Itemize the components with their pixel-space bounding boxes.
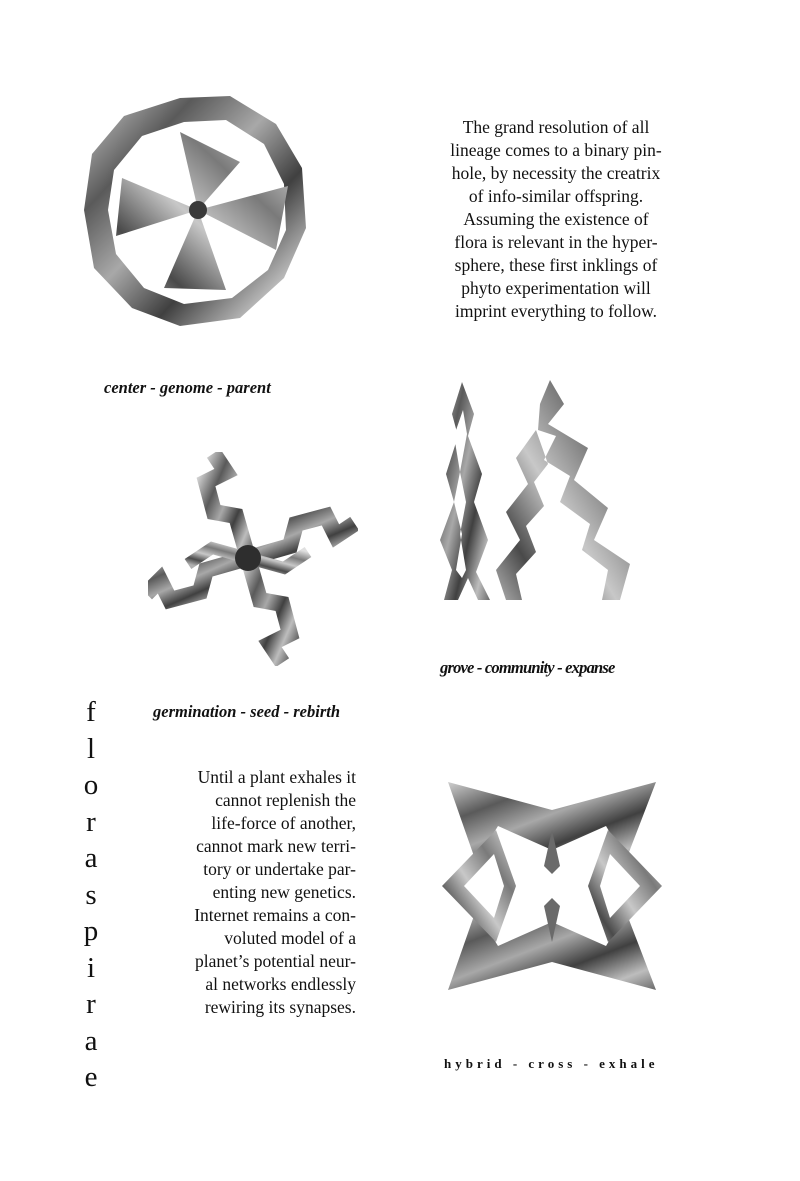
vertical-letter: a xyxy=(84,1024,98,1057)
caption-hybrid-cross-exhale: hybrid - cross - exhale xyxy=(444,1056,659,1071)
vertical-letter: f xyxy=(86,696,96,728)
grove-trees-icon xyxy=(432,374,638,606)
octagon-cross-icon xyxy=(80,92,312,330)
vertical-letter: o xyxy=(83,769,99,801)
spiral-swastika-icon xyxy=(148,452,358,666)
vertical-letter: p xyxy=(83,915,99,947)
caption-center-genome-parent: center - genome - parent xyxy=(104,378,271,397)
vertical-letter: s xyxy=(85,878,97,911)
four-point-star-icon xyxy=(436,770,668,1002)
vertical-letter: r xyxy=(86,988,96,1020)
vertical-letter: i xyxy=(86,951,96,984)
vertical-letter: r xyxy=(86,805,96,838)
vertical-letter: e xyxy=(84,1061,98,1093)
caption-grove-community-expanse: grove - community - expanse xyxy=(440,658,615,677)
vertical-title-floraspirae xyxy=(80,694,102,1096)
caption-germination-seed-rebirth: germination - seed - rebirth xyxy=(153,702,341,721)
intro-paragraph: The grand resolution of all lineage comes to a binary pin- hole, by necessity the creatrix of info-similar offspring. Assuming the existence of flora is relevant in the hyper- sphere, these first inklings of phyto experimentation will imprint everything to follow. xyxy=(450,117,662,321)
vertical-letter: a xyxy=(84,842,98,874)
exhale-paragraph: Until a plant exhales it cannot replenish the life-force of another, cannot mark new terri- tory or undertake par- enting new genetics. Internet remains a con- voluted model of a planet’s potential neur- al networks endlessly rewiring its synapses. xyxy=(194,767,356,1017)
vertical-letter: l xyxy=(86,732,96,765)
